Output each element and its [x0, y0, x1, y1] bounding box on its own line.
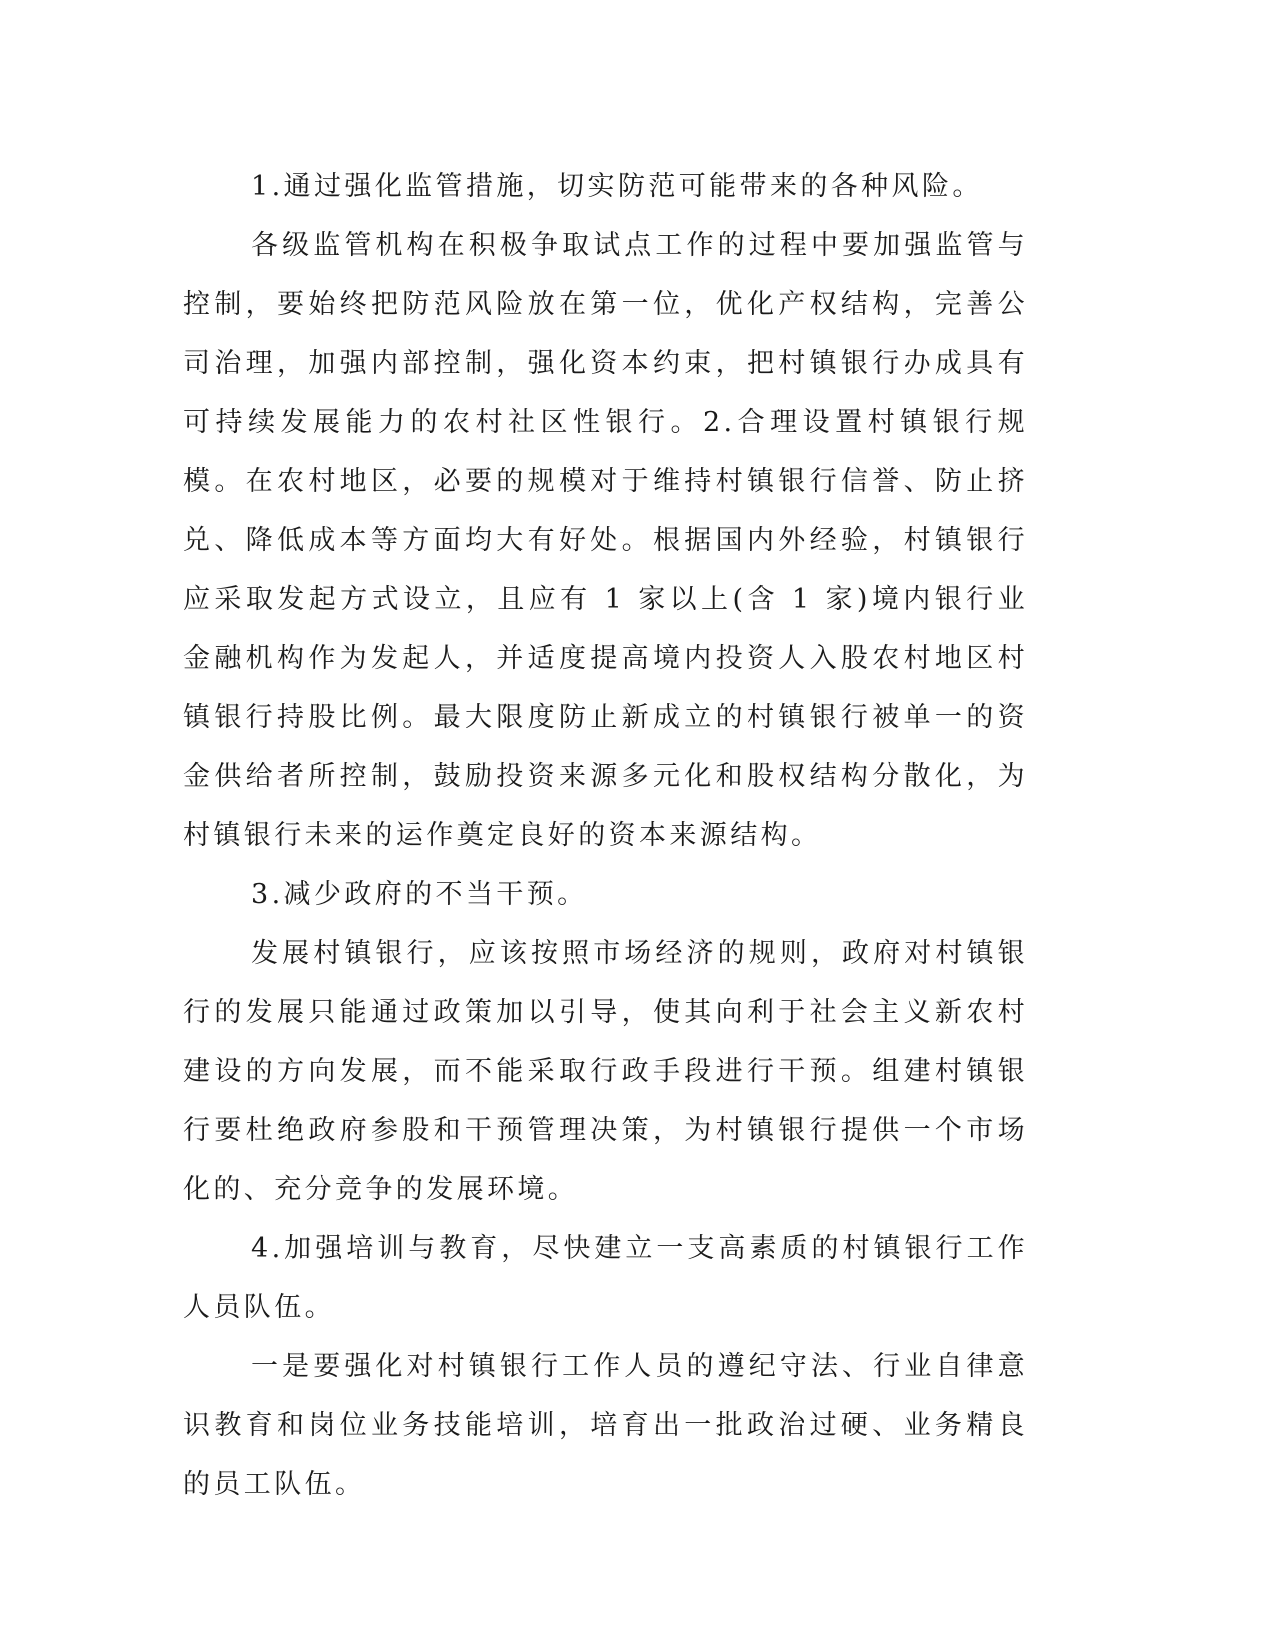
paragraph-heading-3: 3.减少政府的不当干预。	[251, 879, 588, 910]
paragraph-body-3: 发展村镇银行，应该按照市场经济的规则，政府对村镇银行的发展只能通过政策加以引导，使其向利于社会主义新农村建设的方向发展，而不能采取行政手段进行干预。组建村镇银行要杜绝政府参股和干预管理决策，为村镇银行提供一个市场化的、充分竞争的发展环境。	[183, 938, 1028, 1205]
paragraph-body-1: 各级监管机构在积极争取试点工作的过程中要加强监管与控制，要始终把防范风险放在第一位，优化产权结构，完善公司治理，加强内部控制，强化资本约束，把村镇银行办成具有可持续发展能力的农村社区性银行。2.合理设置村镇银行规模。在农村地区，必要的规模对于维持村镇银行信誉、防止挤兑、降低成本等方面均大有好处。根据国内外经验，村镇银行应采取发起方式设立，且应有 1 家以上(含 1 家)境内银行业金融机构作为发起人，并适度提高境内投资人入股农村地区村镇银行持股比例。最大限度防止新成立的村镇银行被单一的资金供给者所控制，鼓励投资来源多元化和股权结构分散化，为村镇银行未来的运作奠定良好的资本来源结构。	[183, 230, 1028, 851]
paragraph-heading-4: 4.加强培训与教育，尽快建立一支高素质的村镇银行工作人员队伍。	[183, 1233, 1028, 1323]
paragraph-heading-1: 1.通过强化监管措施，切实防范可能带来的各种风险。	[251, 171, 983, 202]
document-body	[183, 157, 1028, 1514]
paragraph-body-4: 一是要强化对村镇银行工作人员的遵纪守法、行业自律意识教育和岗位业务技能培训，培育出一批政治过硬、业务精良的员工队伍。	[183, 1351, 1028, 1500]
